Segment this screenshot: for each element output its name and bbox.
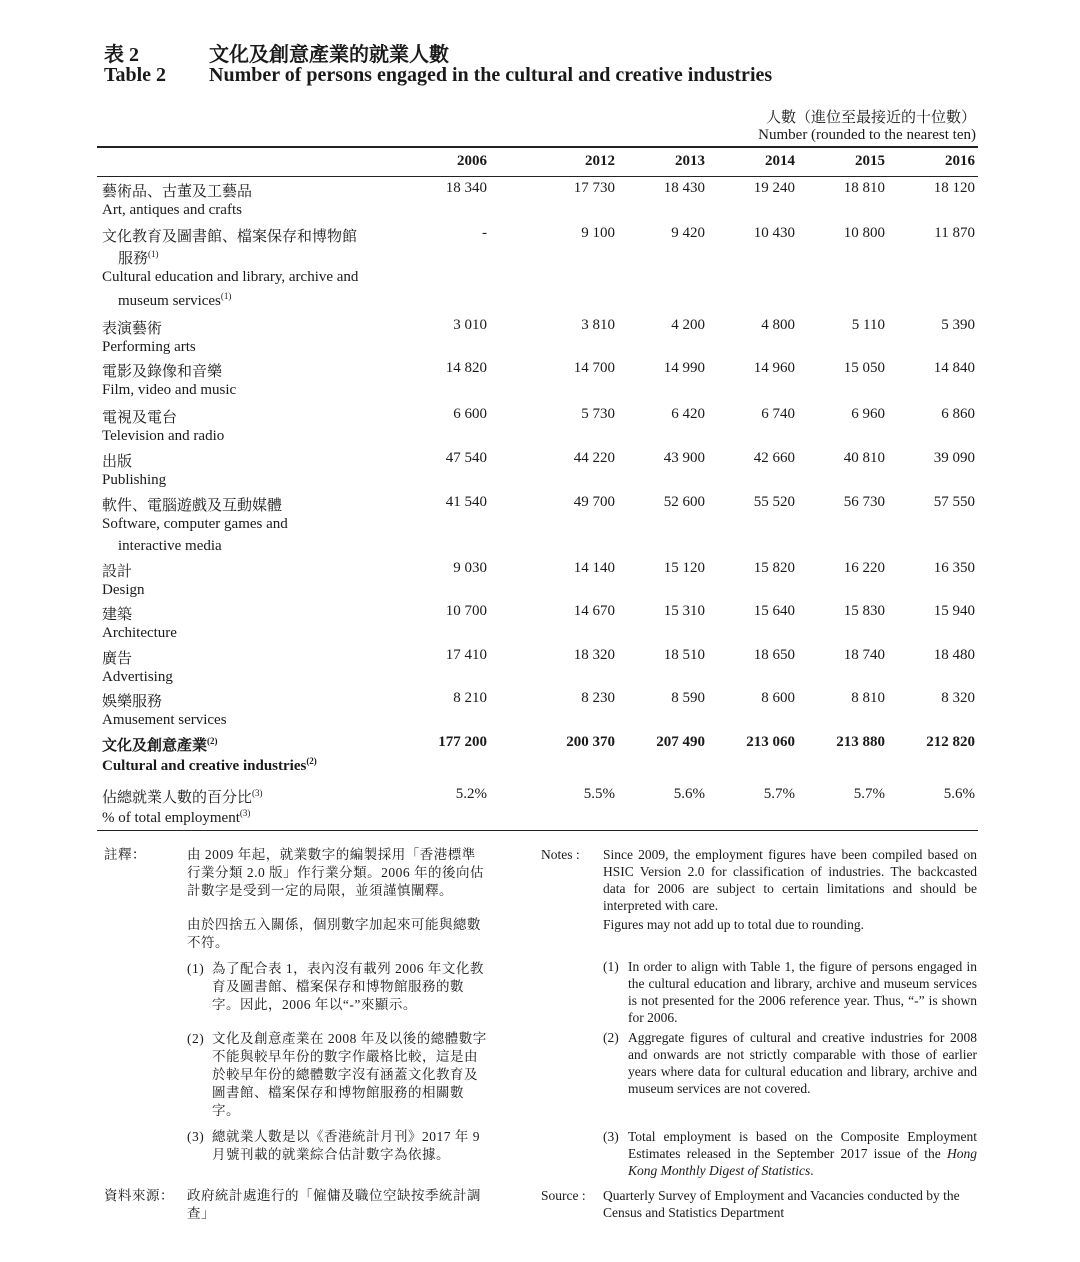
- table-bottom-rule: [97, 830, 978, 831]
- row-7-value-5: 16 350: [933, 560, 975, 576]
- row-12-value-4: 5.7%: [853, 786, 885, 802]
- footnote-mark: (1): [148, 249, 159, 259]
- row-3-label-zh: [102, 360, 222, 381]
- row-11-value-1: 200 370: [566, 734, 615, 750]
- note-3-en-a: Total employment is based on the Composite Employment Estimates released in the September 2017 issue of the: [628, 1129, 977, 1161]
- row-6-value-2: 52 600: [663, 494, 705, 510]
- row-10-value-5: 8 320: [941, 690, 975, 706]
- row-7-value-4: 16 220: [843, 560, 885, 576]
- year-header-5: 2016: [945, 153, 975, 169]
- row-0-value-4: 18 810: [843, 180, 885, 196]
- row-6-value-5: 57 550: [933, 494, 975, 510]
- source-label-en: Source :: [541, 1188, 586, 1203]
- row-2-value-3: 4 800: [761, 317, 795, 333]
- row-7-label-en: [102, 582, 145, 599]
- row-6-label-en2-text: interactive media: [118, 538, 222, 554]
- year-header-0: 2006: [457, 153, 487, 169]
- row-12-value-2: 5.6%: [673, 786, 705, 802]
- row-2-label-en-text: Performing arts: [102, 339, 196, 355]
- row-5-label-en-text: Publishing: [102, 472, 167, 488]
- note-3-zh: 總就業人數是以《香港統計月刊》2017 年 9 月號刊載的就業綜合估計數字為依據。: [212, 1129, 480, 1162]
- row-3-value-2: 14 990: [663, 360, 705, 376]
- row-11-value-2: 207 490: [656, 734, 705, 750]
- row-0-label-zh-text: 藝術品、古董及工藝品: [102, 184, 253, 200]
- row-3-value-5: 14 840: [933, 360, 975, 376]
- row-6-label-zh-text: 軟件、電腦遊戲及互動媒體: [102, 498, 283, 514]
- row-8-value-4: 15 830: [843, 603, 885, 619]
- row-3-value-0: 14 820: [445, 360, 487, 376]
- row-1-label-zh: 文化教育及圖書館、檔案保存和博物館: [102, 229, 358, 245]
- row-2-label-zh: [102, 317, 162, 338]
- row-5-value-0: 47 540: [445, 450, 487, 466]
- row-6-value-3: 55 520: [753, 494, 795, 510]
- row-1-value-5: 11 870: [934, 225, 975, 241]
- row-0-value-3: 19 240: [753, 180, 795, 196]
- row-10-value-2: 8 590: [671, 690, 705, 706]
- row-10-value-1: 8 230: [581, 690, 615, 706]
- row-8-value-1: 14 670: [573, 603, 615, 619]
- row-6-value-4: 56 730: [843, 494, 885, 510]
- row-12-label-en-text: % of total employment: [102, 810, 240, 826]
- row-1-label-en2-text: museum services: [118, 293, 221, 309]
- row-6-label-en2: [118, 538, 222, 555]
- row-12-value-3: 5.7%: [763, 786, 795, 802]
- row-1-value-2: 9 420: [671, 225, 705, 241]
- row-4-value-2: 6 420: [671, 406, 705, 422]
- note-1-mark-zh: (1): [187, 961, 205, 976]
- table-title-en: Number of persons engaged in the cultural and creative industries: [209, 64, 773, 86]
- header-rule: [97, 176, 978, 177]
- row-0-label-en-text: Art, antiques and crafts: [102, 202, 242, 218]
- row-11-label-zh: [102, 734, 218, 755]
- row-3-value-4: 15 050: [843, 360, 885, 376]
- row-10-label-zh: [102, 690, 162, 711]
- row-1-value-0: -: [482, 225, 487, 241]
- row-0-label-zh: [102, 180, 252, 201]
- row-1-label-zh2-text: 服務: [118, 251, 149, 267]
- row-0-value-2: 18 430: [663, 180, 705, 196]
- row-4-value-4: 6 960: [851, 406, 885, 422]
- row-9-value-2: 18 510: [663, 647, 705, 663]
- row-0-value-0: 18 340: [445, 180, 487, 196]
- row-2-value-0: 3 010: [453, 317, 487, 333]
- source-en: Quarterly Survey of Employment and Vacancies conducted by the Census and Statistics Department: [603, 1188, 960, 1220]
- row-12-label-zh-text: 佔總就業人數的百分比: [102, 790, 253, 806]
- note-3-mark-zh: (3): [187, 1129, 205, 1144]
- table-top-rule: [97, 146, 978, 148]
- row-12-value-0: 5.2%: [455, 786, 487, 802]
- row-5-value-3: 42 660: [753, 450, 795, 466]
- row-8-label-en-text: Architecture: [102, 625, 177, 641]
- footnote-mark: (3): [239, 808, 251, 818]
- year-header-3: 2014: [765, 153, 795, 169]
- row-0-label-en: [102, 202, 242, 219]
- row-10-label-en: [102, 712, 227, 729]
- row-2-value-5: 5 390: [941, 317, 975, 333]
- row-1-label-en: Cultural education and library, archive and: [102, 269, 359, 285]
- footnote-mark: (2): [306, 756, 317, 766]
- row-5-value-4: 40 810: [843, 450, 885, 466]
- row-12-label-zh: [102, 786, 263, 807]
- note-rounding-en: Figures may not add up to total due to rounding.: [603, 917, 864, 932]
- row-8-value-5: 15 940: [933, 603, 975, 619]
- row-12-label-en: [102, 808, 250, 827]
- notes-label-en: Notes :: [541, 847, 580, 862]
- row-9-value-0: 17 410: [445, 647, 487, 663]
- row-7-value-0: 9 030: [453, 560, 487, 576]
- row-8-value-0: 10 700: [445, 603, 487, 619]
- row-0-value-5: 18 120: [933, 180, 975, 196]
- row-2-label-en: [102, 339, 196, 356]
- row-7-label-zh-text: 設計: [102, 564, 133, 580]
- note-2-en: Aggregate figures of cultural and creative industries for 2008 and onwards are not strictly comparable with those of earlier years where data for cultural education and library, archive and museum services are not covered.: [628, 1030, 977, 1096]
- row-9-label-zh-text: 廣告: [102, 651, 133, 667]
- row-2-value-1: 3 810: [581, 317, 615, 333]
- row-1-value-3: 10 430: [753, 225, 795, 241]
- note-intro-en: Since 2009, the employment figures have been compiled based on HSIC Version 2.0 for classification of industries. The backcasted data for 2006 are subject to certain limitations and should be interpreted with care.: [603, 847, 977, 913]
- row-12-value-1: 5.5%: [583, 786, 615, 802]
- table-title-zh: 文化及創意產業的就業人數: [209, 44, 449, 66]
- row-2-value-4: 5 110: [851, 317, 885, 333]
- row-11-label-en: [102, 756, 317, 775]
- row-4-value-0: 6 600: [453, 406, 487, 422]
- row-6-value-1: 49 700: [573, 494, 615, 510]
- note-1-zh: 為了配合表 1，表內沒有載列 2006 年文化教育及圖書館、檔案保存和博物館服務的數字。因此，2006 年以“-”來顯示。: [212, 961, 484, 1012]
- row-6-value-0: 41 540: [445, 494, 487, 510]
- row-4-label-en-text: Television and radio: [102, 428, 225, 444]
- row-3-label-en: [102, 382, 236, 399]
- note-2-mark-en: (2): [603, 1030, 619, 1045]
- row-11-value-4: 213 880: [836, 734, 885, 750]
- row-7-label-en-text: Design: [102, 582, 145, 598]
- row-7-value-3: 15 820: [753, 560, 795, 576]
- row-5-label-zh-text: 出版: [102, 454, 133, 470]
- row-9-label-zh: [102, 647, 132, 668]
- row-4-value-5: 6 860: [941, 406, 975, 422]
- row-10-value-0: 8 210: [453, 690, 487, 706]
- row-6-label-en: Software, computer games and: [102, 516, 288, 532]
- row-9-value-3: 18 650: [753, 647, 795, 663]
- footnote-mark: (2): [207, 736, 218, 746]
- row-8-label-en: [102, 625, 177, 642]
- row-9-value-4: 18 740: [843, 647, 885, 663]
- row-1-label-en2: [118, 291, 231, 310]
- row-10-label-en-text: Amusement services: [102, 712, 227, 728]
- row-3-value-3: 14 960: [753, 360, 795, 376]
- unit-zh: 人數（進位至最接近的十位數）: [765, 110, 976, 126]
- year-header-4: 2015: [855, 153, 885, 169]
- row-5-label-zh: [102, 450, 132, 471]
- row-9-label-en-text: Advertising: [102, 669, 173, 685]
- note-3-en: [628, 1128, 977, 1179]
- row-8-label-zh: [102, 603, 132, 624]
- row-12-value-5: 5.6%: [943, 786, 975, 802]
- note-3-mark-en: (3): [603, 1129, 619, 1144]
- row-3-label-en-text: Film, video and music: [102, 382, 237, 398]
- year-header-1: 2012: [585, 153, 615, 169]
- row-11-value-5: 212 820: [926, 734, 975, 750]
- unit-en: Number (rounded to the nearest ten): [758, 127, 976, 143]
- row-1-value-1: 9 100: [581, 225, 615, 241]
- note-1-en: In order to align with Table 1, the figure of persons engaged in the cultural education and library, archive and museum services is not presented for the 2006 reference year. Thus, “-” is shown for 2006.: [628, 959, 977, 1025]
- row-10-value-4: 8 810: [851, 690, 885, 706]
- row-10-label-zh-text: 娛樂服務: [102, 694, 163, 710]
- row-3-label-zh-text: 電影及錄像和音樂: [102, 364, 223, 380]
- row-8-value-2: 15 310: [663, 603, 705, 619]
- row-3-value-1: 14 700: [573, 360, 615, 376]
- row-5-value-5: 39 090: [933, 450, 975, 466]
- note-3-en-c: .: [810, 1163, 814, 1178]
- row-7-value-2: 15 120: [663, 560, 705, 576]
- footnote-mark: (1): [220, 291, 232, 301]
- row-8-value-3: 15 640: [753, 603, 795, 619]
- row-8-label-zh-text: 建築: [102, 607, 133, 623]
- note-2-zh: 文化及創意產業在 2008 年及以後的總體數字不能與較早年份的數字作嚴格比較，這是由於較早年份的總體數字沒有涵蓋文化教育及圖書館、檔案保存和博物館服務的相關數字。: [212, 1031, 487, 1118]
- row-11-label-zh-text: 文化及創意產業: [102, 738, 208, 754]
- row-2-value-2: 4 200: [671, 317, 705, 333]
- row-1-value-4: 10 800: [843, 225, 885, 241]
- row-5-value-2: 43 900: [663, 450, 705, 466]
- row-4-value-3: 6 740: [761, 406, 795, 422]
- row-7-value-1: 14 140: [573, 560, 615, 576]
- row-7-label-zh: [102, 560, 132, 581]
- note-intro-zh: 由 2009 年起，就業數字的編製採用「香港標準行業分類 2.0 版」作行業分類。2006 年的後向估計數字是受到一定的局限，並須謹慎闡釋。: [187, 847, 484, 898]
- row-4-label-zh-text: 電視及電台: [102, 410, 178, 426]
- row-1-label-zh2: [118, 247, 159, 268]
- publication-title: Hong Kong Monthly Digest of Statistics: [628, 1146, 977, 1178]
- row-11-value-3: 213 060: [746, 734, 795, 750]
- year-header-2: 2013: [675, 153, 705, 169]
- footnote-mark: (3): [252, 788, 263, 798]
- row-10-value-3: 8 600: [761, 690, 795, 706]
- row-0-value-1: 17 730: [573, 180, 615, 196]
- row-4-value-1: 5 730: [581, 406, 615, 422]
- note-rounding-zh: 由於四捨五入關係，個別數字加起來可能與總數不符。: [187, 917, 481, 950]
- row-5-label-en: [102, 472, 166, 489]
- table-number-en: Table 2: [104, 64, 167, 86]
- row-4-label-zh: [102, 406, 177, 427]
- notes-label-zh: 註釋：: [104, 847, 146, 862]
- row-4-label-en: [102, 428, 224, 445]
- row-9-value-5: 18 480: [933, 647, 975, 663]
- row-11-value-0: 177 200: [438, 734, 487, 750]
- row-9-value-1: 18 320: [573, 647, 615, 663]
- row-2-label-zh-text: 表演藝術: [102, 321, 163, 337]
- note-2-mark-zh: (2): [187, 1031, 205, 1046]
- row-5-value-1: 44 220: [573, 450, 615, 466]
- row-11-label-en-text: Cultural and creative industries: [102, 758, 307, 774]
- row-9-label-en: [102, 669, 173, 686]
- source-label-zh: 資料來源：: [104, 1188, 174, 1203]
- table-number-zh: 表 2: [104, 44, 139, 66]
- note-1-mark-en: (1): [603, 959, 619, 974]
- source-zh: 政府統計處進行的「僱傭及職位空缺按季統計調查」: [187, 1188, 481, 1221]
- row-6-label-zh: [102, 494, 282, 515]
